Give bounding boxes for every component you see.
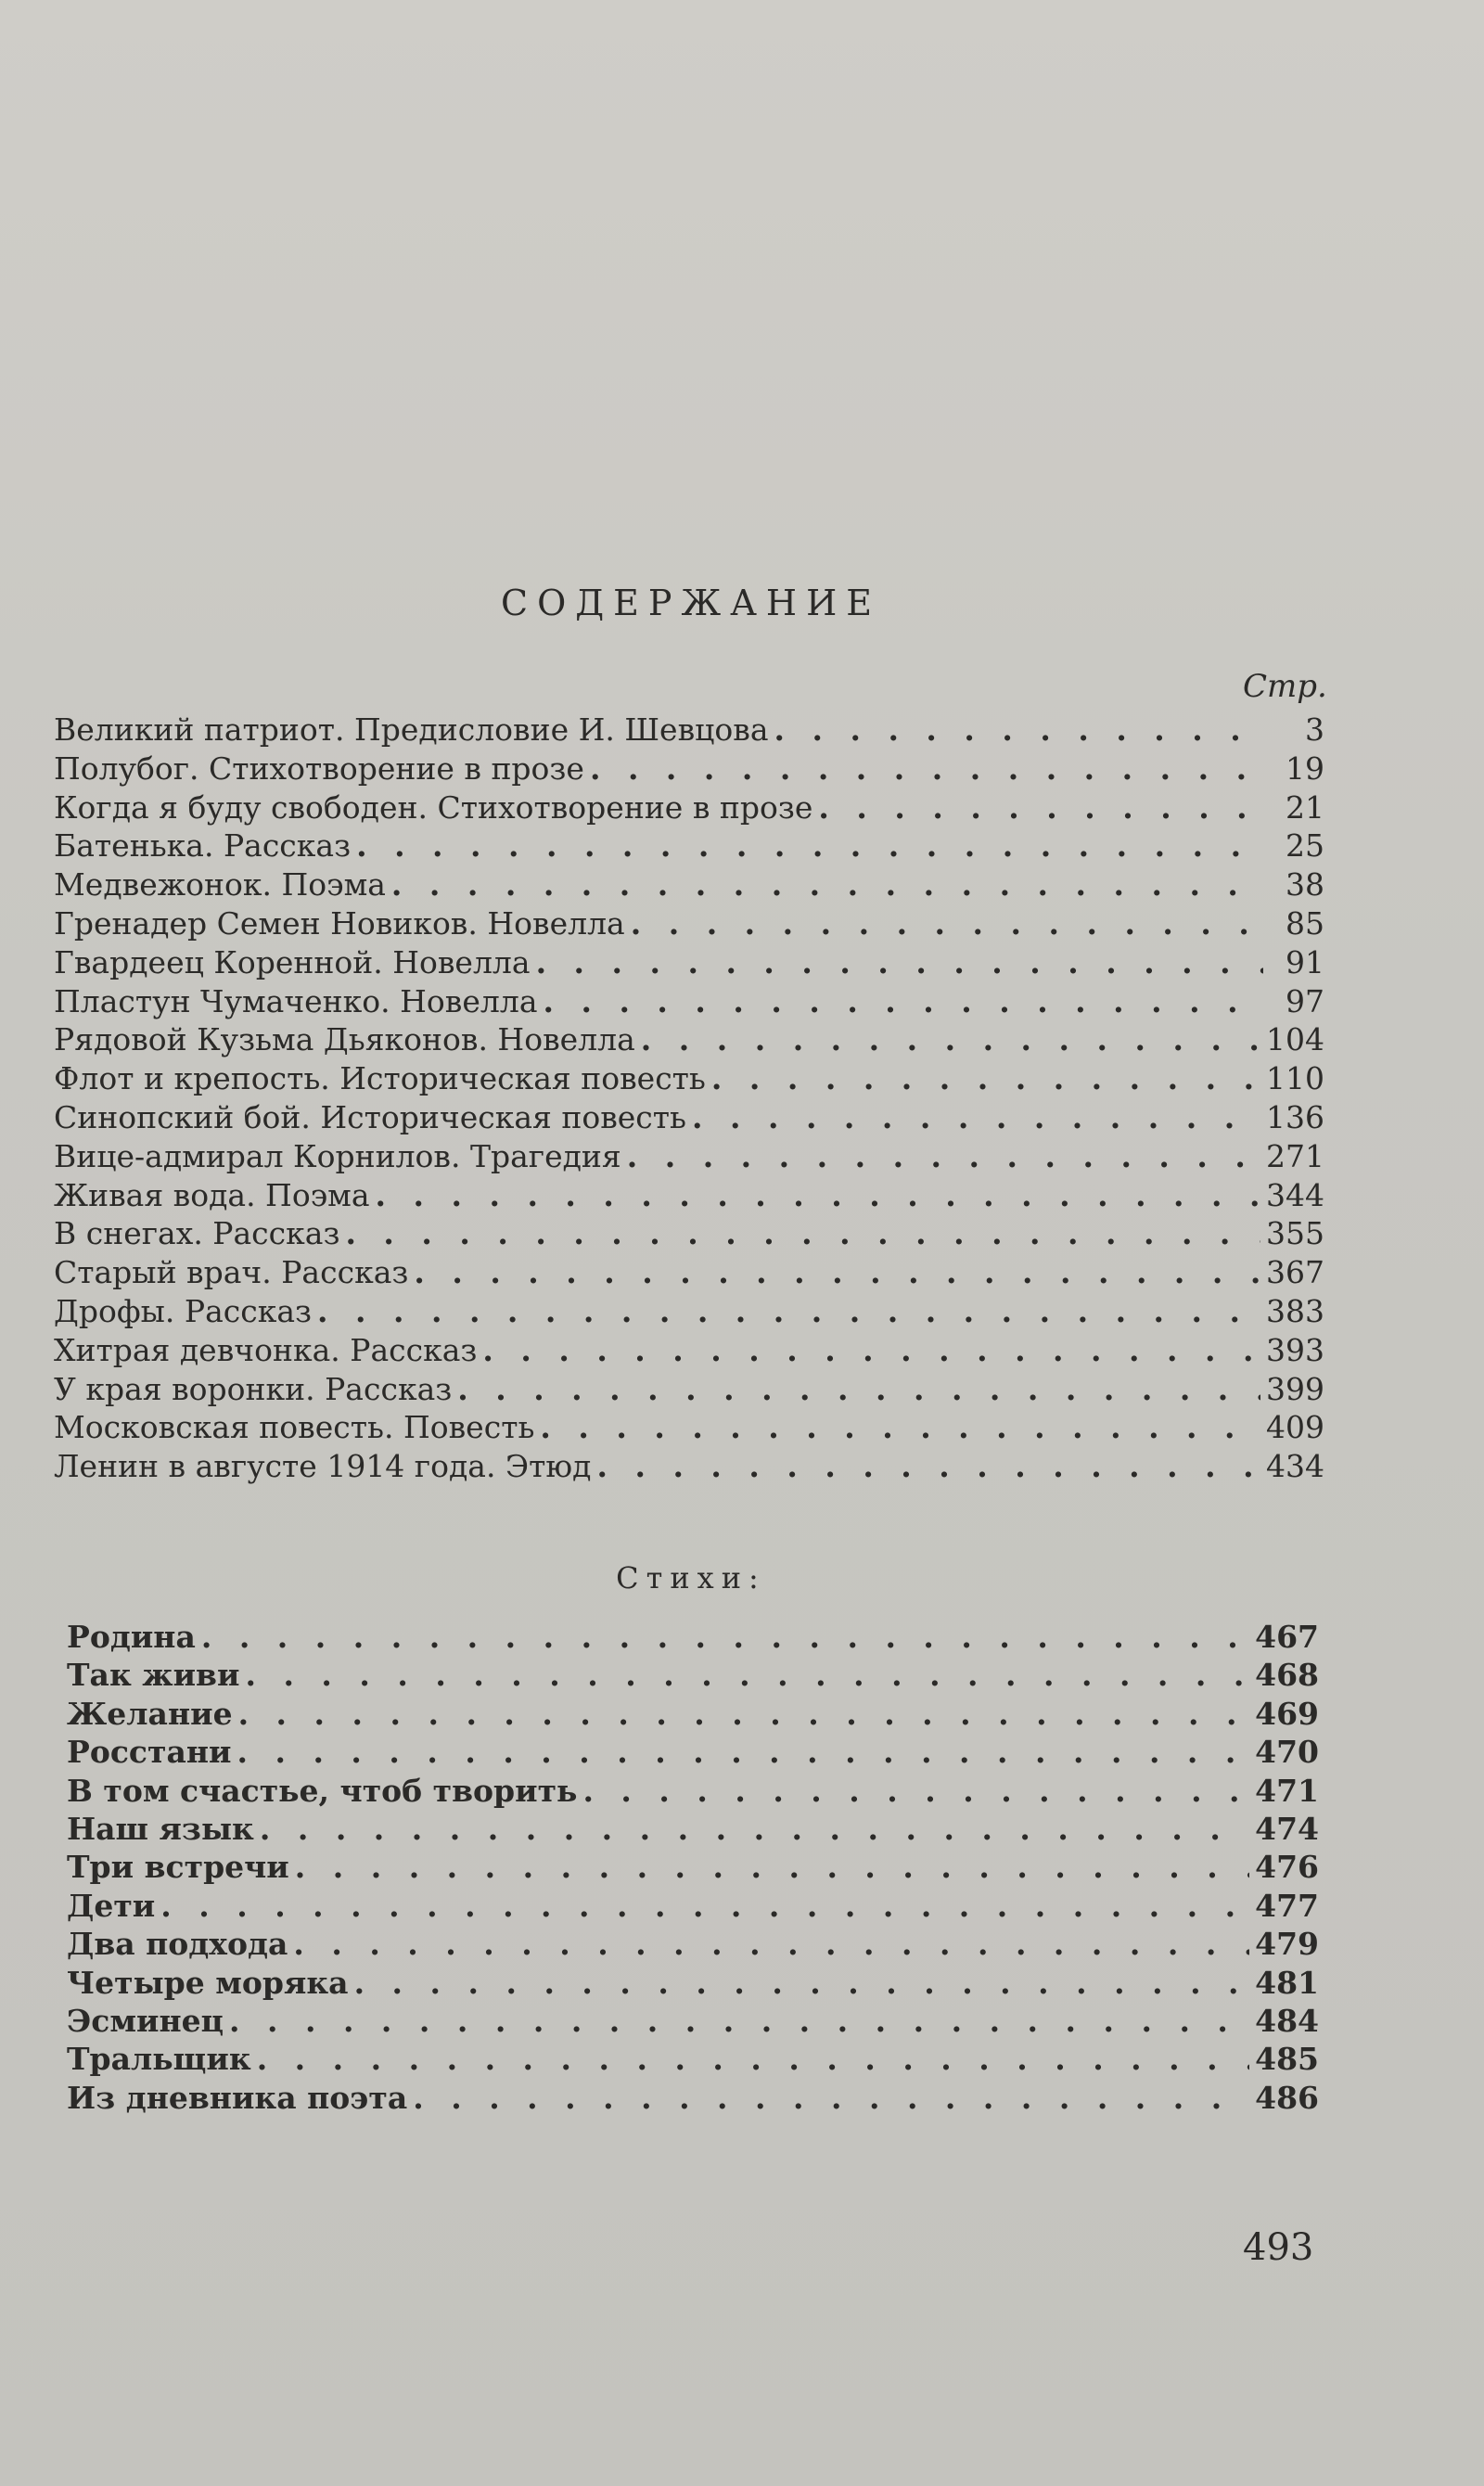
entry-page-number: 434 <box>1266 1448 1324 1485</box>
toc-entry <box>67 1695 1319 1733</box>
toc-entry <box>67 2079 1319 2117</box>
dot-leader <box>295 1848 1249 1886</box>
entry-page-number: 367 <box>1266 1254 1324 1291</box>
page-title: СОДЕРЖАНИЕ <box>501 583 881 623</box>
entry-title: Росстани <box>67 1734 232 1771</box>
dot-leader <box>457 1370 1260 1409</box>
entry-title: Батенька. Рассказ <box>54 827 352 865</box>
dot-leader <box>482 1331 1260 1370</box>
entry-page-number: 25 <box>1286 827 1324 865</box>
entry-title: Гвардеец Коренной. Новелла <box>54 943 531 980</box>
toc-entry <box>54 1214 1324 1253</box>
dot-leader <box>414 1253 1260 1292</box>
toc-entry <box>67 1848 1319 1886</box>
entry-title: Хитрая девчонка. Рассказ <box>54 1331 478 1368</box>
dot-leader <box>774 711 1263 750</box>
toc-entry <box>54 1253 1324 1292</box>
entry-page-number: 97 <box>1286 982 1324 1019</box>
toc-entry <box>54 1137 1324 1176</box>
entry-title: Так живи <box>67 1657 240 1694</box>
entry-page-number: 355 <box>1266 1215 1324 1252</box>
entry-page-number: 136 <box>1266 1098 1324 1135</box>
dot-leader <box>596 1447 1260 1486</box>
toc-entry <box>67 1925 1319 1963</box>
entry-page-number: 409 <box>1266 1409 1324 1446</box>
entry-page-number: 271 <box>1266 1137 1324 1174</box>
entry-page-number: 469 <box>1255 1695 1319 1732</box>
toc-entry <box>54 1059 1324 1098</box>
poems-heading: Стихи: <box>616 1560 766 1595</box>
dot-leader <box>544 982 1264 1021</box>
dot-leader <box>245 1656 1249 1694</box>
entry-page-number: 3 <box>1305 711 1324 748</box>
entry-page-number: 474 <box>1255 1810 1319 1847</box>
dot-leader <box>711 1059 1260 1098</box>
entry-title: Желание <box>67 1695 233 1732</box>
dot-leader <box>160 1887 1249 1925</box>
toc-entry <box>54 750 1324 788</box>
entry-page-number: 110 <box>1266 1060 1324 1097</box>
entry-title: Старый врач. Рассказ <box>54 1254 409 1291</box>
toc-entry <box>67 1810 1319 1848</box>
dot-leader <box>376 1176 1260 1215</box>
dot-leader <box>641 1020 1260 1059</box>
entry-title: Тральщик <box>67 2041 251 2078</box>
entry-title: Когда я буду свободен. Стихотворение в прозе <box>54 788 813 826</box>
toc-entry <box>67 1772 1319 1810</box>
entry-page-number: 19 <box>1286 750 1324 787</box>
entry-page-number: 481 <box>1255 1964 1319 2001</box>
entry-page-number: 85 <box>1286 904 1324 942</box>
toc-entry <box>54 1020 1324 1059</box>
toc-entry <box>54 1408 1324 1447</box>
entry-title: Два подхода <box>67 1926 288 1963</box>
dot-leader <box>317 1292 1260 1331</box>
toc-entry <box>67 1618 1319 1656</box>
entry-page-number: 468 <box>1255 1657 1319 1694</box>
entry-page-number: 104 <box>1266 1021 1324 1058</box>
toc-entry <box>54 982 1324 1021</box>
entry-title: Живая вода. Поэма <box>54 1176 370 1213</box>
dot-leader <box>345 1214 1260 1253</box>
toc-entry <box>67 2040 1319 2078</box>
toc-entry <box>54 904 1324 943</box>
entry-title: Три встречи <box>67 1849 289 1886</box>
entry-page-number: 38 <box>1286 866 1324 903</box>
entry-title: Из дневника поэта <box>67 2079 408 2116</box>
dot-leader <box>692 1098 1260 1137</box>
entry-page-number: 399 <box>1266 1370 1324 1407</box>
entry-page-number: 477 <box>1255 1887 1319 1924</box>
entry-title: Родина <box>67 1619 196 1655</box>
toc-entry <box>54 788 1324 827</box>
entry-page-number: 479 <box>1255 1926 1319 1963</box>
toc-entry <box>54 711 1324 750</box>
entry-page-number: 467 <box>1255 1619 1319 1655</box>
entry-page-number: 484 <box>1255 2002 1319 2039</box>
entry-title: Четыре моряка <box>67 1964 349 2001</box>
toc-entry <box>54 1447 1324 1486</box>
dot-leader <box>818 788 1263 827</box>
toc-entry <box>54 865 1324 904</box>
dot-leader <box>356 827 1263 865</box>
entry-page-number: 393 <box>1266 1331 1324 1368</box>
toc-entry <box>54 1331 1324 1370</box>
dot-leader <box>590 750 1263 788</box>
dot-leader <box>631 904 1263 943</box>
entry-page-number: 470 <box>1255 1734 1319 1771</box>
toc-entry <box>54 1098 1324 1137</box>
entry-title: Эсминец <box>67 2002 224 2039</box>
dot-leader <box>229 2002 1249 2040</box>
toc-entry <box>67 2002 1319 2040</box>
entry-title: Медвежонок. Поэма <box>54 866 386 903</box>
contents-list <box>54 711 1324 1486</box>
entry-page-number: 344 <box>1266 1176 1324 1213</box>
dot-leader <box>391 865 1263 904</box>
entry-title: Дрофы. Рассказ <box>54 1292 313 1329</box>
entry-title: Дети <box>67 1887 156 1924</box>
entry-title: Ленин в августе 1914 года. Этюд <box>54 1448 592 1485</box>
entry-page-number: 486 <box>1255 2079 1319 2116</box>
toc-entry <box>67 1733 1319 1771</box>
entry-page-number: 485 <box>1255 2041 1319 2078</box>
entry-title: Флот и крепость. Историческая повесть <box>54 1060 706 1097</box>
dot-leader <box>540 1408 1260 1447</box>
entry-title: Рядовой Кузьма Дьяконов. Новелла <box>54 1021 635 1058</box>
entry-page-number: 383 <box>1266 1292 1324 1329</box>
dot-leader <box>536 943 1263 982</box>
toc-entry <box>54 943 1324 982</box>
toc-entry <box>54 827 1324 865</box>
toc-entry <box>54 1176 1324 1215</box>
entry-title: В том счастье, чтоб творить <box>67 1772 578 1809</box>
dot-leader <box>260 1810 1249 1848</box>
toc-entry <box>54 1370 1324 1409</box>
entry-title: Гренадер Семен Новиков. Новелла <box>54 904 625 942</box>
entry-title: Московская повесть. Повесть <box>54 1409 535 1446</box>
entry-title: Наш язык <box>67 1810 254 1847</box>
dot-leader <box>238 1695 1250 1733</box>
toc-entry <box>67 1887 1319 1925</box>
entry-page-number: 21 <box>1286 788 1324 826</box>
entry-title: Вице-адмирал Корнилов. Трагедия <box>54 1137 621 1174</box>
entry-title: Синопский бой. Историческая повесть <box>54 1098 687 1135</box>
dot-leader <box>582 1772 1249 1810</box>
toc-entry <box>67 1656 1319 1694</box>
dot-leader <box>413 2079 1249 2117</box>
page-column-label: Стр. <box>1243 668 1327 705</box>
dot-leader <box>237 1733 1249 1771</box>
entry-title: Пластун Чумаченко. Новелла <box>54 982 538 1019</box>
entry-title: У края воронки. Рассказ <box>54 1370 453 1407</box>
entry-title: Полубог. Стихотворение в прозе <box>54 750 584 787</box>
page-number: 493 <box>1243 2226 1314 2269</box>
dot-leader <box>627 1137 1260 1176</box>
entry-title: Великий патриот. Предисловие И. Шевцова <box>54 711 769 748</box>
dot-leader <box>354 1964 1250 2002</box>
entry-page-number: 471 <box>1255 1772 1319 1809</box>
entry-title: В снегах. Рассказ <box>54 1215 340 1252</box>
entry-page-number: 91 <box>1286 943 1324 980</box>
dot-leader <box>257 2040 1249 2078</box>
poems-list <box>67 1618 1319 2117</box>
entry-page-number: 476 <box>1255 1849 1319 1886</box>
toc-entry <box>54 1292 1324 1331</box>
dot-leader <box>293 1925 1249 1963</box>
toc-entry <box>67 1964 1319 2002</box>
dot-leader <box>201 1618 1249 1656</box>
